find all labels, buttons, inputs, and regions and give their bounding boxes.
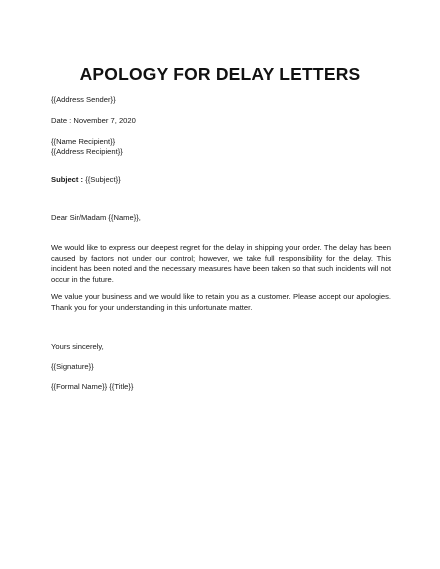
name-recipient: {{Name Recipient}}: [51, 137, 116, 146]
formal-name-title: {{Formal Name}} {{Title}}: [51, 382, 134, 391]
closing: Yours sincerely,: [51, 342, 104, 351]
letter-title: APOLOGY FOR DELAY LETTERS: [79, 64, 361, 84]
date-line: Date : November 7, 2020: [51, 116, 136, 125]
address-recipient: {{Address Recipient}}: [51, 147, 123, 156]
subject-label: Subject :: [51, 175, 84, 184]
signature: {{Signature}}: [51, 362, 94, 371]
salutation: Dear Sir/Madam {{Name}},: [51, 213, 141, 222]
body-paragraph-1: We would like to express our deepest regret for the delay in shipping your order. The delay has been caused by factors not under our control; however, we take full responsibility for the delay. This incident has been noted and the necessary measures have been taken so that such incidents will not occur in the future.: [51, 243, 391, 284]
address-sender: {{Address Sender}}: [51, 95, 116, 104]
subject-value: {{Subject}}: [83, 175, 121, 184]
body-paragraph-2: We value your business and we would like to retain you as a customer. Please accept our apologies. Thank you for your understanding in this unfortunate matter.: [51, 292, 391, 312]
subject-line: [51, 175, 121, 185]
